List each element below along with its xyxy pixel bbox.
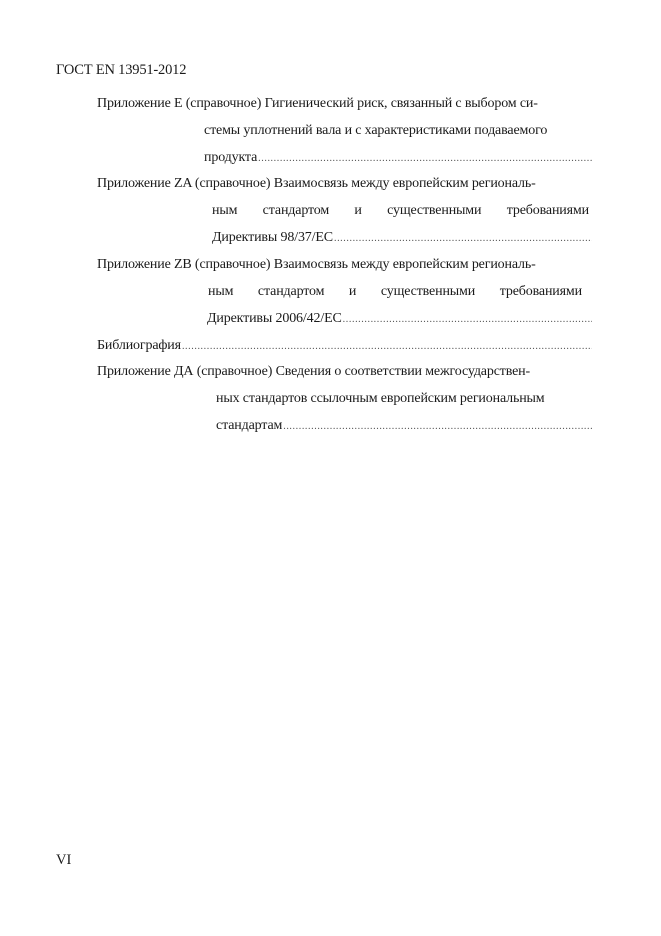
toc-entry-title-end: Директивы 2006/42/ЕС (207, 311, 342, 326)
word: стандартом (262, 203, 330, 218)
word: ным (212, 203, 238, 218)
toc-entry-title-end: Директивы 98/37/ЕС (212, 230, 333, 245)
toc-entry-line: стемы уплотнений вала и с характеристиками подаваемого (204, 123, 548, 138)
toc-entry-line: Приложение ZB (справочное) Взаимосвязь между европейским региональ- (97, 257, 536, 272)
toc-entry-line: Приложение E (справочное) Гигиенический риск, связанный с выбором си- (97, 96, 538, 111)
toc-entry-title-end: Библиография (97, 338, 181, 353)
word: существенными (380, 284, 476, 299)
page-number: VI (56, 852, 72, 868)
dot-leader (258, 149, 592, 169)
word: стандартом (257, 284, 325, 299)
dot-leader (182, 337, 592, 357)
toc-entry-last-line (97, 336, 592, 356)
word: требованиями (506, 203, 589, 218)
word: существенными (387, 203, 482, 218)
toc-entry-line: Приложение ZA (справочное) Взаимосвязь между европейским региональ- (97, 176, 536, 191)
dot-leader (343, 310, 592, 330)
dot-leader (334, 229, 592, 249)
word: и (348, 284, 357, 299)
toc-entry-last-line (204, 148, 592, 168)
toc-entry-line-justified (212, 201, 589, 221)
toc-entry-line: ных стандартов ссылочным европейским региональным (216, 391, 545, 406)
word: ным (208, 284, 234, 299)
toc-entry-last-line (207, 309, 592, 329)
word: и (354, 203, 362, 218)
toc-entry-title-end: стандартам (216, 418, 283, 433)
dot-leader (283, 417, 592, 437)
toc-entry-last-line (212, 228, 592, 248)
toc-entry-last-line (216, 416, 592, 436)
toc-entry-line-justified (208, 282, 582, 302)
word: требованиями (499, 284, 582, 299)
toc-entry-line: Приложение ДА (справочное) Сведения о соответствии межгосударствен- (97, 364, 531, 379)
toc-entry-title-end: продукта (204, 150, 258, 165)
document-header: ГОСТ EN 13951-2012 (56, 62, 187, 78)
